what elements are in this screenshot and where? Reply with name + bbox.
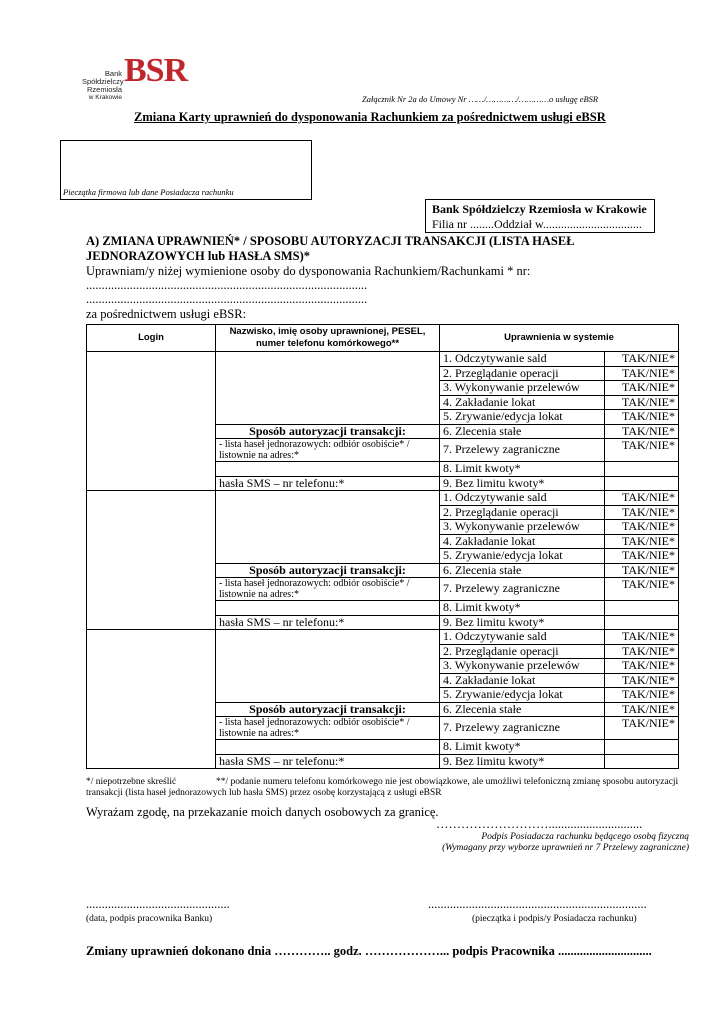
permission-value[interactable]: TAK/NIE*: [605, 673, 679, 688]
logo-line-3: Rzemiosła: [86, 85, 122, 94]
auth-sms-option[interactable]: hasła SMS – nr telefonu:*: [216, 615, 440, 630]
consent-text: Wyrażam zgodę, na przekazanie moich danych osobowych za granicę.: [86, 805, 439, 819]
auth-method-label: Sposób autoryzacji transakcji:: [216, 563, 440, 578]
auth-address-cell[interactable]: [216, 462, 440, 477]
bank-logo: [82, 52, 202, 101]
auth-list-option[interactable]: - lista haseł jednorazowych: odbiór osobiście* / listownie na adres:*: [216, 439, 440, 462]
permission-value[interactable]: TAK/NIE*: [605, 410, 679, 425]
person-cell[interactable]: [216, 630, 440, 703]
permission-value[interactable]: TAK/NIE*: [605, 520, 679, 535]
permission-label: 4. Zakładanie lokat: [440, 395, 605, 410]
auth-address-cell[interactable]: [216, 601, 440, 616]
permission-value[interactable]: TAK/NIE*: [605, 717, 679, 740]
permissions-table: [86, 324, 679, 769]
permission-label: 1. Odczytywanie sald: [440, 630, 605, 645]
bank-employee-signature-line[interactable]: ..............................................: [86, 897, 230, 911]
account-number-field-2[interactable]: ..........................................................................................: [86, 292, 368, 306]
permission-value[interactable]: TAK/NIE*: [605, 505, 679, 520]
login-cell[interactable]: [87, 352, 216, 491]
person-cell[interactable]: [216, 491, 440, 564]
via-ebsr: za pośrednictwem usługi eBSR:: [86, 307, 247, 321]
permission-value[interactable]: TAK/NIE*: [605, 563, 679, 578]
permission-label: 5. Zrywanie/edycja lokat: [440, 688, 605, 703]
permission-label: 5. Zrywanie/edycja lokat: [440, 549, 605, 564]
section-a-heading-line-2: JEDNORAZOWYCH lub HASŁA SMS)*: [86, 249, 310, 263]
document-title: Zmiana Karty uprawnień do dysponowania Rachunkiem za pośrednictwem usługi eBSR: [134, 110, 606, 124]
permission-value[interactable]: [605, 740, 679, 755]
changes-confirmation: Zmiany uprawnień dokonano dnia ………….. godz. ………………... podpis Pracownika ..............................: [86, 944, 652, 958]
permission-value[interactable]: TAK/NIE*: [605, 424, 679, 439]
permission-value[interactable]: TAK/NIE*: [605, 381, 679, 396]
table-row: [87, 352, 679, 367]
permission-value[interactable]: TAK/NIE*: [605, 352, 679, 367]
footnote-2: **/ podanie numeru telefonu komórkowego nie jest obowiązkowe, ale umożliwi telefoniczną zmianę sposobu autoryzacji: [216, 777, 679, 787]
permission-value[interactable]: TAK/NIE*: [605, 578, 679, 601]
permission-label: 9. Bez limitu kwoty*: [440, 754, 605, 769]
auth-list-option[interactable]: - lista haseł jednorazowych: odbiór osobiście* / listownie na adres:*: [216, 578, 440, 601]
permission-value[interactable]: [605, 476, 679, 491]
person-cell[interactable]: [216, 352, 440, 425]
permission-label: 4. Zakładanie lokat: [440, 534, 605, 549]
permission-value[interactable]: [605, 615, 679, 630]
permission-value[interactable]: [605, 462, 679, 477]
logo-mark: BSR: [124, 52, 188, 89]
permission-label: 9. Bez limitu kwoty*: [440, 615, 605, 630]
permission-label: 3. Wykonywanie przelewów: [440, 520, 605, 535]
table-row: [87, 630, 679, 645]
auth-method-label: Sposób autoryzacji transakcji:: [216, 424, 440, 439]
permission-value[interactable]: TAK/NIE*: [605, 395, 679, 410]
client-signature-line[interactable]: ………………………..............................: [436, 817, 643, 831]
permission-label: 6. Zlecenia stałe: [440, 424, 605, 439]
header-person: Nazwisko, imię osoby uprawnionej, PESEL, numer telefonu komórkowego**: [216, 325, 440, 352]
permission-value[interactable]: TAK/NIE*: [605, 366, 679, 381]
permission-value[interactable]: TAK/NIE*: [605, 659, 679, 674]
permission-label: 1. Odczytywanie sald: [440, 352, 605, 367]
annex-reference: Załącznik Nr 2a do Umowy Nr ……/…………/…………o usługę eBSR: [362, 94, 599, 104]
footnote-1: */ niepotrzebne skreślić: [86, 777, 177, 787]
permission-label: 4. Zakładanie lokat: [440, 673, 605, 688]
permission-value[interactable]: [605, 754, 679, 769]
permission-label: 7. Przelewy zagraniczne: [440, 717, 605, 740]
stamp-caption: Pieczątka firmowa lub dane Posiadacza rachunku: [63, 187, 234, 197]
auth-sms-option[interactable]: hasła SMS – nr telefonu:*: [216, 754, 440, 769]
login-cell[interactable]: [87, 491, 216, 630]
logo-line-2: Spółdzielczy: [82, 77, 124, 86]
account-number-field-1[interactable]: ..........................................................................................: [86, 278, 368, 292]
login-cell[interactable]: [87, 630, 216, 769]
permission-label: 8. Limit kwoty*: [440, 462, 605, 477]
permission-value[interactable]: TAK/NIE*: [605, 549, 679, 564]
auth-method-label: Sposób autoryzacji transakcji:: [216, 702, 440, 717]
auth-address-cell[interactable]: [216, 740, 440, 755]
auth-list-option[interactable]: - lista haseł jednorazowych: odbiór osobiście* / listownie na adres:*: [216, 717, 440, 740]
client-signature-caption-2: (Wymagany przy wyborze uprawnień nr 7 Przelewy zagraniczne): [442, 843, 689, 853]
permission-label: 7. Przelewy zagraniczne: [440, 578, 605, 601]
section-a-heading: [86, 234, 678, 264]
permission-value[interactable]: TAK/NIE*: [605, 702, 679, 717]
permission-label: 8. Limit kwoty*: [440, 601, 605, 616]
permission-value[interactable]: TAK/NIE*: [605, 491, 679, 506]
permission-label: 2. Przeglądanie operacji: [440, 505, 605, 520]
permission-label: 3. Wykonywanie przelewów: [440, 659, 605, 674]
permission-label: 2. Przeglądanie operacji: [440, 644, 605, 659]
bank-employee-caption: (data, podpis pracownika Banku): [86, 914, 213, 924]
permission-value[interactable]: TAK/NIE*: [605, 688, 679, 703]
bank-box: [425, 199, 655, 233]
client-signature-caption-1: Podpis Posiadacza rachunku będącego osobą fizyczną: [481, 832, 689, 842]
permission-label: 6. Zlecenia stałe: [440, 702, 605, 717]
permission-label: 7. Przelewy zagraniczne: [440, 439, 605, 462]
permission-value[interactable]: [605, 601, 679, 616]
account-holder-caption: (pieczątka i podpis/y Posiadacza rachunku): [472, 914, 637, 924]
footnote-3: transakcji (lista haseł jednorazowych lub hasła SMS) przez osobę korzystającą z usługi eBSR: [86, 788, 442, 798]
section-a-heading-line-1: A) ZMIANA UPRAWNIEŃ* / SPOSOBU AUTORYZACJI TRANSAKCJI (LISTA HASEŁ: [86, 234, 575, 248]
header-rights: Uprawnienia w systemie: [440, 325, 679, 352]
bank-branch[interactable]: Filia nr ........Oddział w.................................: [432, 217, 642, 231]
permission-value[interactable]: TAK/NIE*: [605, 644, 679, 659]
permission-label: 8. Limit kwoty*: [440, 740, 605, 755]
permission-label: 5. Zrywanie/edycja lokat: [440, 410, 605, 425]
logo-line-1: Bank: [104, 69, 122, 78]
permission-label: 6. Zlecenia stałe: [440, 563, 605, 578]
permission-value[interactable]: TAK/NIE*: [605, 630, 679, 645]
permission-value[interactable]: TAK/NIE*: [605, 439, 679, 462]
logo-line-4: w Krakowie: [88, 94, 122, 101]
permission-label: 1. Odczytywanie sald: [440, 491, 605, 506]
auth-sms-option[interactable]: hasła SMS – nr telefonu:*: [216, 476, 440, 491]
header-login: Login: [87, 325, 216, 352]
permission-label: 9. Bez limitu kwoty*: [440, 476, 605, 491]
permission-label: 2. Przeglądanie operacji: [440, 366, 605, 381]
bank-name: Bank Spółdzielczy Rzemiosła w Krakowie: [432, 202, 647, 216]
permission-label: 3. Wykonywanie przelewów: [440, 381, 605, 396]
account-holder-signature-line[interactable]: ......................................................................: [428, 897, 647, 911]
authorization-intro: Uprawniam/y niżej wymienione osoby do dysponowania Rachunkiem/Rachunkami * nr:: [86, 264, 531, 278]
table-row: [87, 491, 679, 506]
permission-value[interactable]: TAK/NIE*: [605, 534, 679, 549]
